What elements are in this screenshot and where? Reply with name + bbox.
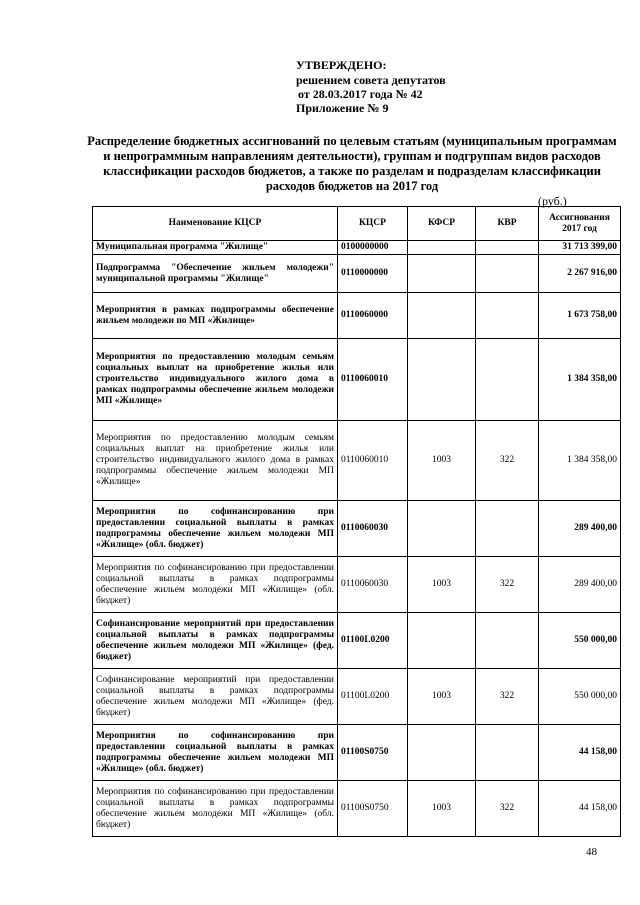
row-kfsr [408,613,476,669]
row-amount: 44 158,00 [539,781,621,837]
header-kfsr: КФСР [408,207,476,241]
document-title: Распределение бюджетных ассигнований по целевым статьям (муниципальным программам и непрограммным направлениям деятельности), группам и подгруппам видов расходов классификации расходов бюджетов, а также по разделам и подразделам классификации расходов бюджетов на 2017 год [87,134,617,193]
row-kvr [476,613,539,669]
table-row [93,501,621,557]
row-amount: 44 158,00 [539,725,621,781]
budget-table [92,206,621,837]
row-kvr: 322 [476,421,539,501]
table-row [93,255,621,293]
table-row [93,725,621,781]
row-name: Софинансирование мероприятий при предоставлении социальной выплаты в рамках подпрограммы обеспечение жильем молодежи МП «Жилище» (фед. бюджет) [93,613,338,669]
row-kfsr [408,255,476,293]
row-amount: 289 400,00 [539,501,621,557]
table-header-row [93,207,621,241]
row-name: Мероприятия по софинансированию при предоставлении социальной выплаты в рамках подпрограммы обеспечение жильем молодежи МП «Жилище» (обл. бюджет) [93,781,338,837]
row-amount: 550 000,00 [539,613,621,669]
row-kvr [476,255,539,293]
row-kvr [476,725,539,781]
row-kvr: 322 [476,781,539,837]
row-kvr: 322 [476,557,539,613]
row-kcsr: 0110060030 [338,557,408,613]
table-row [93,557,621,613]
table-row [93,613,621,669]
row-amount: 31 713 399,00 [539,241,621,255]
approval-heading: УТВЕРЖДЕНО: [296,58,387,72]
row-name: Мероприятия в рамках подпрограммы обеспечение жильем молодежи по МП «Жилище» [93,293,338,339]
header-name: Наименование КЦСР [93,207,338,241]
row-amount: 1 384 358,00 [539,339,621,421]
header-amount: Ассигнования 2017 год [539,207,621,241]
row-kfsr [408,339,476,421]
row-kfsr [408,725,476,781]
table-row [93,293,621,339]
row-name: Подпрограмма "Обеспечение жильем молодежи" муниципальной программы "Жилище" [93,255,338,293]
approval-date: от 28.03.2017 года № 42 [298,87,423,101]
row-kfsr: 1003 [408,421,476,501]
row-kcsr: 0110060010 [338,339,408,421]
row-kfsr: 1003 [408,781,476,837]
row-kvr [476,501,539,557]
row-name: Софинансирование мероприятий при предоставлении социальной выплаты в рамках подпрограммы обеспечение жильем молодежи МП «Жилище» (фед. бюджет) [93,669,338,725]
header-kcsr: КЦСР [338,207,408,241]
row-name: Мероприятия по софинансированию при предоставлении социальной выплаты в рамках подпрограммы обеспечение жильем молодежи МП «Жилище» (обл. бюджет) [93,501,338,557]
row-kcsr: 0110000000 [338,255,408,293]
row-kvr [476,293,539,339]
page-number: 48 [586,846,597,858]
approval-block [296,58,446,115]
row-kcsr: 01100L0200 [338,669,408,725]
row-name: Мероприятия по софинансированию при предоставлении социальной выплаты в рамках подпрограммы обеспечение жильем молодежи МП «Жилище» (обл. бюджет) [93,557,338,613]
row-amount: 1 384 358,00 [539,421,621,501]
table-row [93,241,621,255]
row-kvr [476,241,539,255]
row-kfsr: 1003 [408,557,476,613]
row-name: Мероприятия по предоставлению молодым семьям социальных выплат на приобретение жилья или строительство индивидуального жилого дома в рамках подпрограммы обеспечение жильем молодежи МП «Жилище» [93,339,338,421]
row-kcsr: 01100L0200 [338,613,408,669]
row-kfsr [408,241,476,255]
approval-authority: решением совета депутатов [296,73,446,87]
table-row [93,421,621,501]
table-row [93,669,621,725]
appendix-number: Приложение № 9 [296,101,389,115]
row-kcsr: 0110060030 [338,501,408,557]
row-kcsr: 0110060010 [338,421,408,501]
row-kfsr: 1003 [408,669,476,725]
row-amount: 289 400,00 [539,557,621,613]
row-amount: 550 000,00 [539,669,621,725]
row-kcsr: 0110060000 [338,293,408,339]
row-kfsr [408,293,476,339]
row-kvr [476,339,539,421]
row-name: Муниципальная программа "Жилище" [93,241,338,255]
currency-unit: (руб.) [538,194,567,208]
row-kcsr: 01100S0750 [338,781,408,837]
row-kfsr [408,501,476,557]
row-kcsr: 01100S0750 [338,725,408,781]
row-name: Мероприятия по предоставлению молодым семьям социальных выплат на приобретение жилья или строительство индивидуального жилого дома в рамках подпрограммы обеспечение жильем молодежи МП «Жилище» [93,421,338,501]
row-kvr: 322 [476,669,539,725]
row-amount: 2 267 916,00 [539,255,621,293]
header-kvr: КВР [476,207,539,241]
row-name: Мероприятия по софинансированию при предоставлении социальной выплаты в рамках подпрограммы обеспечение жильем молодежи МП «Жилище» (обл. бюджет) [93,725,338,781]
table-row [93,781,621,837]
table-row [93,339,621,421]
row-amount: 1 673 758,00 [539,293,621,339]
row-kcsr: 0100000000 [338,241,408,255]
